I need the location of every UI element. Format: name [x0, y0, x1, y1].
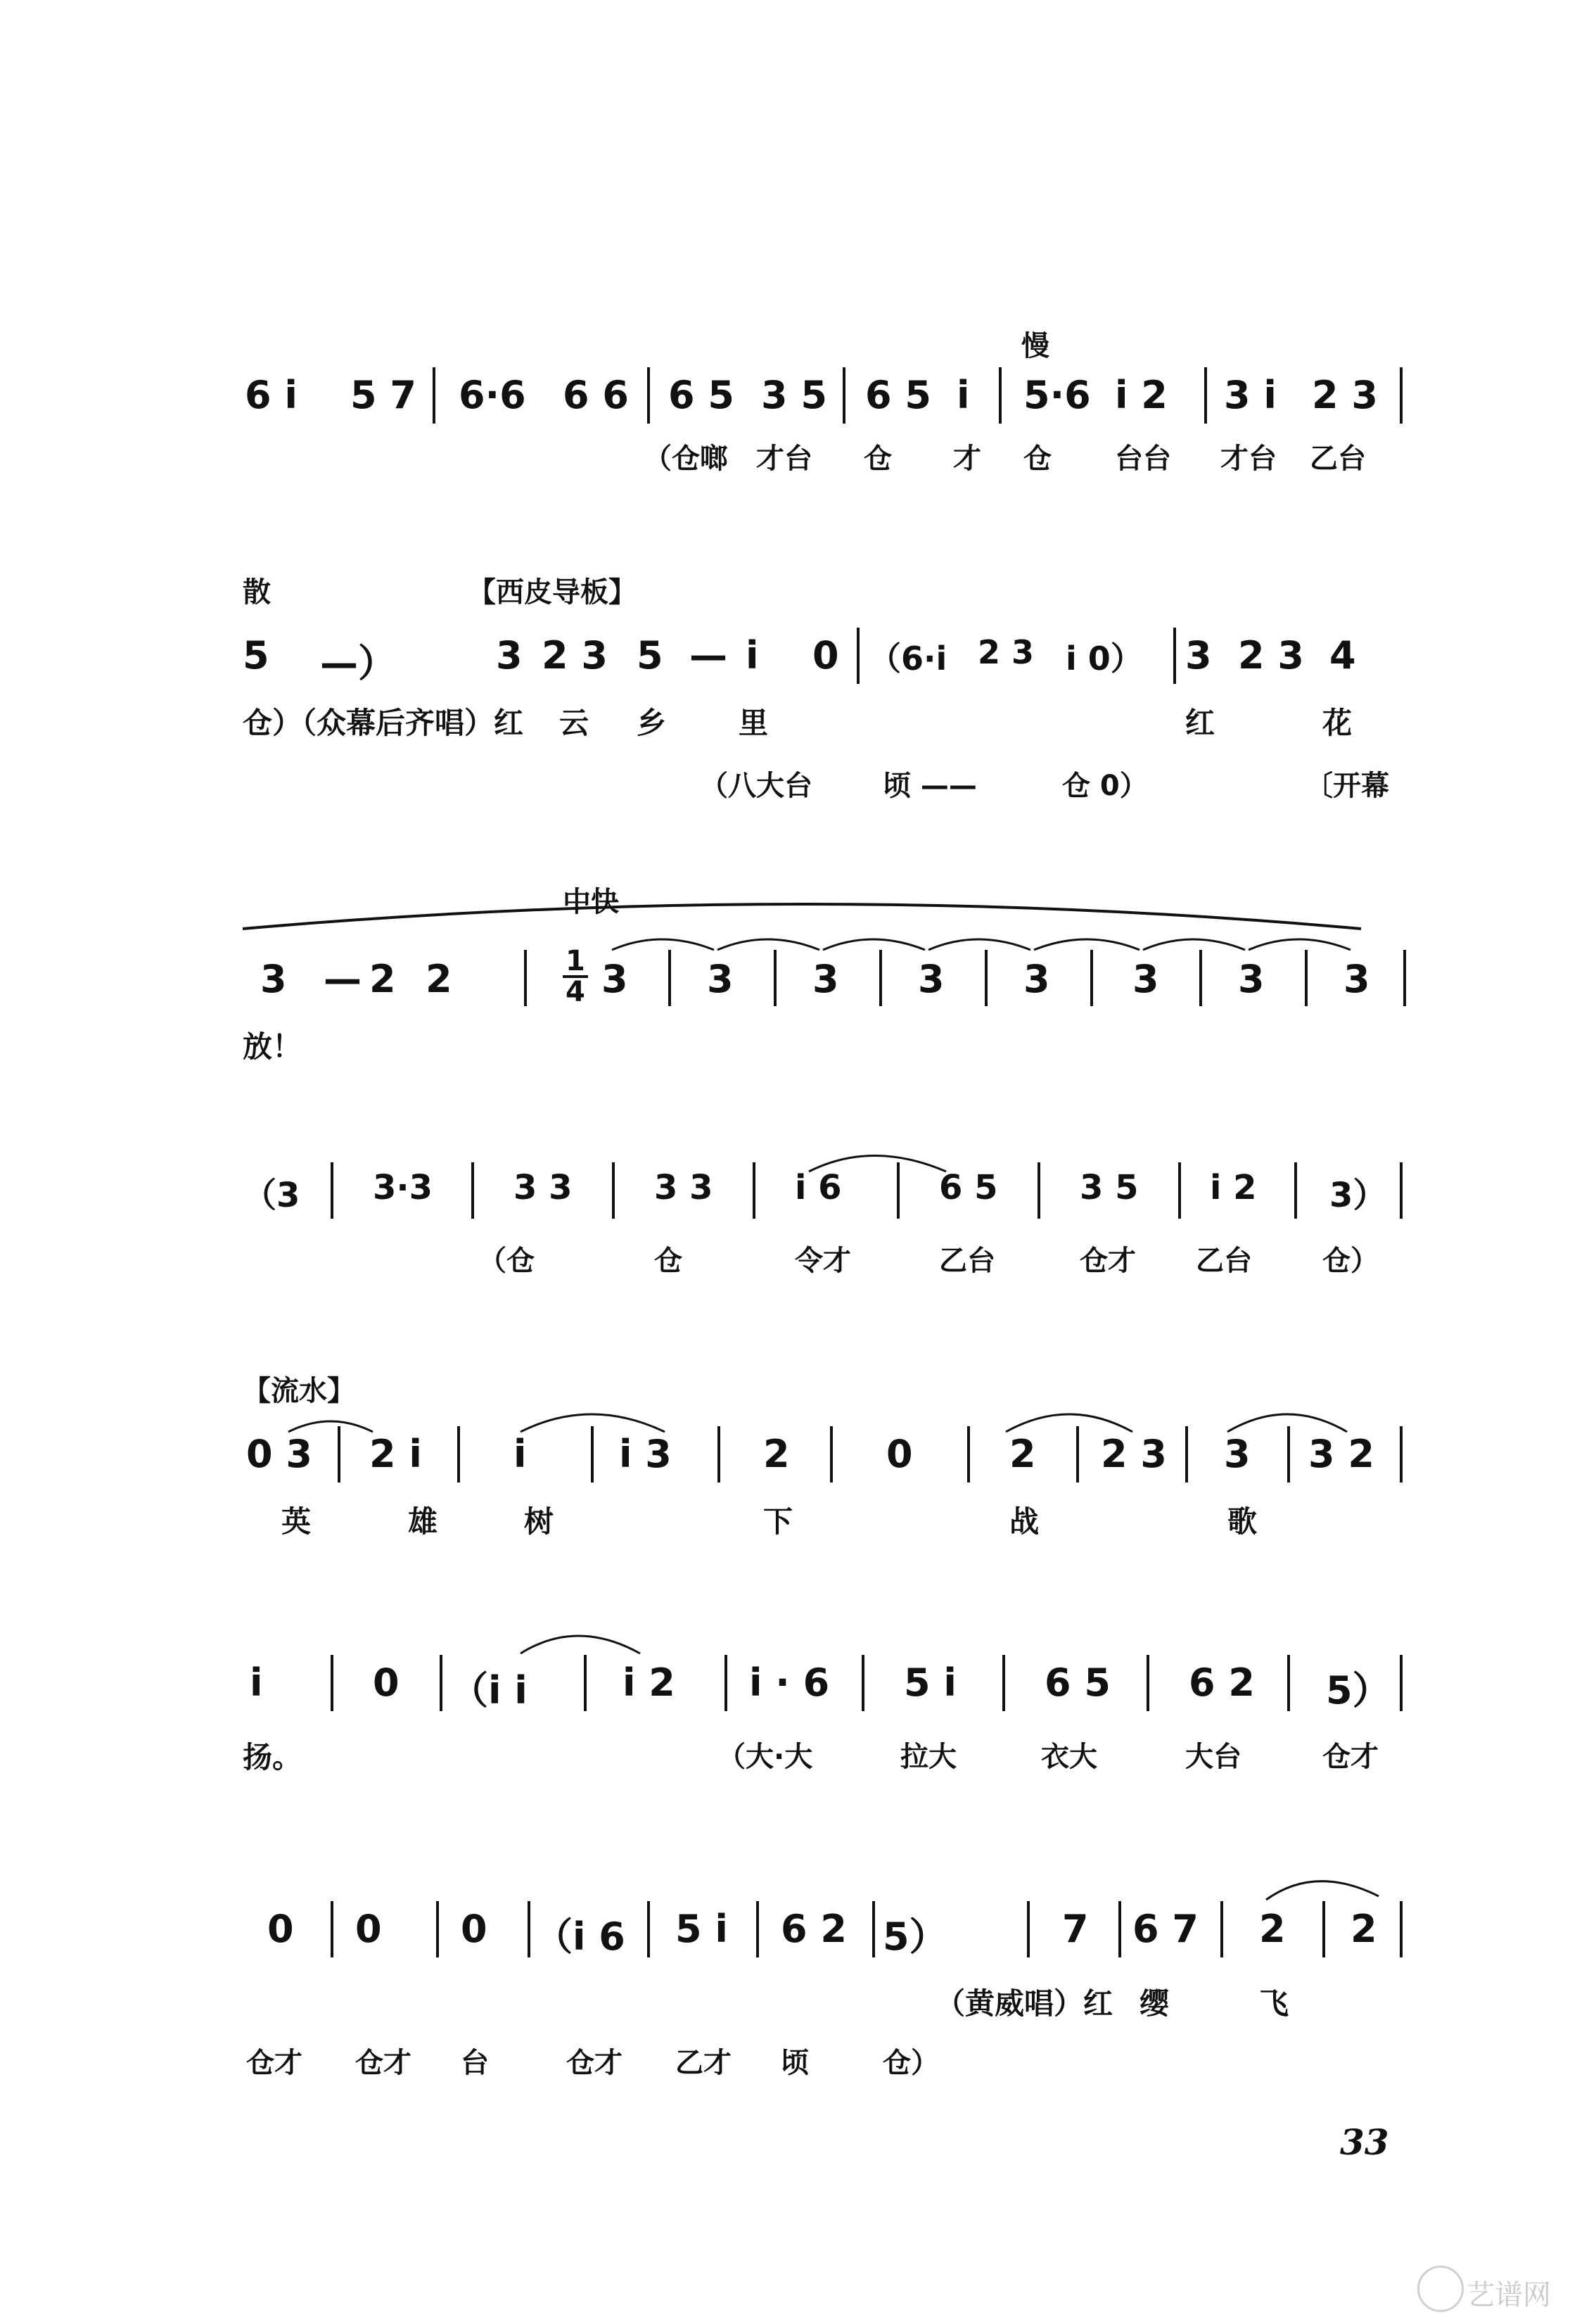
score-line-5 [0, 1369, 1596, 1558]
note-group: （3 [243, 1176, 300, 1215]
percussion-syllable: 才 [953, 443, 981, 475]
note-group: 6 2 [781, 1907, 847, 1951]
barline [528, 1901, 530, 1957]
score-line-7 [0, 1858, 1596, 2090]
note-group: 3 [812, 957, 839, 1001]
lyric-syllable: 花 [1322, 706, 1353, 740]
note-group: 7 [1062, 1907, 1089, 1951]
note-group: 6 2 [1189, 1661, 1255, 1705]
note-group: 2 [426, 957, 452, 1001]
dashed-barline [1173, 628, 1176, 684]
note-group: 6 7 [1132, 1907, 1199, 1951]
percussion-syllable: 乙台 [1196, 1245, 1252, 1277]
lyric-syllable: 雄 [408, 1504, 438, 1539]
note-group: 0 [812, 633, 839, 678]
percussion-syllable: 仓才 [355, 2047, 411, 2079]
note-group: 3 [707, 957, 734, 1001]
percussion-syllable: 乙才 [675, 2047, 732, 2079]
barline [999, 367, 1002, 424]
section-mark: 【西皮导板】 [468, 576, 637, 609]
barline [724, 1655, 727, 1711]
percussion-syllable: 大台 [1185, 1741, 1241, 1773]
note-group: 0 3 [246, 1432, 312, 1476]
barline [1147, 1655, 1149, 1711]
barline [1287, 1655, 1290, 1711]
note-group: 6 6 [563, 373, 629, 417]
dashed-barline [1287, 1426, 1290, 1482]
percussion-syllable: 台台 [1115, 443, 1171, 475]
score-line-4 [0, 1133, 1596, 1309]
barline [843, 367, 845, 424]
page-number: 33 [1340, 2121, 1389, 2163]
note-group: 2 3 [1101, 1432, 1167, 1476]
percussion-syllable: （大·大 [717, 1741, 813, 1773]
percussion-syllable: （仓 [478, 1245, 535, 1277]
note-group: 2 [1351, 1907, 1377, 1951]
dashed-barline [338, 1426, 340, 1482]
dashed-barline [897, 1162, 900, 1219]
note-group: i [250, 1661, 263, 1705]
barline [1038, 1162, 1040, 1219]
note-group: i 3 [619, 1432, 672, 1476]
barline [1400, 1426, 1403, 1482]
note-group: 2 3 [542, 633, 608, 678]
barline [457, 1426, 460, 1482]
percussion-syllable: 仓） [1322, 1245, 1379, 1277]
note-group: i 6 [795, 1168, 842, 1207]
note-group: 3 [1185, 633, 1212, 678]
note-group: 3 [260, 957, 287, 1001]
note-group: 2 3 [978, 633, 1035, 671]
note-group: 3 [918, 957, 945, 1001]
note-group: 3 [496, 633, 523, 678]
barline [1185, 1426, 1188, 1482]
note-group: — [324, 957, 362, 1001]
score-line-3 [0, 880, 1596, 1091]
note-group: 3 [601, 957, 628, 1001]
note-slurs [0, 915, 1596, 999]
note-group: 0 [373, 1661, 400, 1705]
percussion-syllable: 〔开幕 [1305, 770, 1389, 802]
time-signature-top: 1 [563, 947, 588, 978]
note-group: 5 [637, 633, 663, 678]
barline [647, 1901, 650, 1957]
section-mark: 【流水】 [243, 1375, 355, 1407]
percussion-syllable: 仓才 [1080, 1245, 1136, 1277]
note-group: i [957, 373, 970, 417]
note-group: 6 5 [1045, 1661, 1111, 1705]
note-group: 5） [1326, 1668, 1391, 1713]
note-group: i [513, 1432, 527, 1476]
note-group: 0 [461, 1907, 487, 1951]
dashed-barline [591, 1426, 594, 1482]
percussion-syllable: 乙台 [1310, 443, 1366, 475]
tempo-mark: 中快 [563, 886, 619, 918]
percussion-syllable: 令才 [795, 1245, 851, 1277]
note-group: 3·3 [373, 1168, 433, 1207]
percussion-syllable: 才台 [1220, 443, 1277, 475]
score-line-1 [0, 310, 1596, 493]
percussion-syllable: 仓才 [1322, 1741, 1379, 1773]
barline [1204, 367, 1207, 424]
barline [1027, 1901, 1030, 1957]
lyric-syllable: 缨 [1139, 1986, 1170, 2021]
percussion-syllable: 仓） [883, 2047, 939, 2079]
percussion-syllable: 仓 [654, 1245, 682, 1277]
lyric-syllable: 放！ [243, 1029, 302, 1064]
barline [717, 1426, 720, 1482]
note-group: i 2 [623, 1661, 675, 1705]
barline [584, 1655, 587, 1711]
note-group: i 0） [1066, 640, 1143, 678]
note-group: i [746, 633, 759, 678]
barline [440, 1655, 442, 1711]
dashed-barline [1076, 1426, 1079, 1482]
barline [647, 367, 650, 424]
note-group: 3 5 [1080, 1168, 1139, 1207]
barline [753, 1162, 755, 1219]
percussion-syllable: 拉大 [900, 1741, 957, 1773]
tempo-mark: 散 [243, 576, 271, 609]
note-group: 3 [1132, 957, 1159, 1001]
lyric-syllable: 下 [763, 1504, 793, 1539]
score-line-2 [0, 563, 1596, 816]
dashed-barline [471, 1162, 474, 1219]
percussion-syllable: 仓才 [246, 2047, 302, 2079]
percussion-syllable: 仓 [864, 443, 892, 475]
tempo-mark: 慢 [1021, 330, 1049, 362]
note-group: 3 i [1224, 373, 1277, 417]
lyric-syllable: 云 [559, 706, 589, 740]
barline [1002, 1655, 1005, 1711]
barline [436, 1901, 439, 1957]
barline [331, 1655, 333, 1711]
note-group: i · 6 [749, 1661, 830, 1705]
note-group: 6 5 [668, 373, 734, 417]
percussion-syllable: 乙台 [939, 1245, 995, 1277]
percussion-syllable: 仓才 [566, 2047, 623, 2079]
note-group: （i i [450, 1668, 528, 1713]
percussion-syllable: 仓 [1023, 443, 1052, 475]
dashed-barline [857, 628, 860, 684]
barline [331, 1901, 333, 1957]
note-group: 3 [1238, 957, 1265, 1001]
note-group: 3） [1329, 1176, 1387, 1215]
barline [1118, 1901, 1121, 1957]
note-group: 2 3 [1312, 373, 1378, 417]
percussion-syllable: （仓啷 [644, 443, 728, 475]
dashed-barline [830, 1426, 833, 1482]
barline [1400, 1901, 1403, 1957]
lyric-syllable: （黄威唱）红 [936, 1986, 1113, 2021]
barline [1178, 1162, 1181, 1219]
note-group: 5 7 [350, 373, 416, 417]
note-group: 2 [369, 957, 396, 1001]
time-signature-bottom: 4 [566, 976, 585, 1008]
note-group: 6·6 [459, 373, 526, 417]
barline [862, 1655, 864, 1711]
watermark-icon [1417, 2266, 1464, 2312]
lyric-syllable: 飞 [1259, 1986, 1289, 2021]
percussion-syllable: 才台 [756, 443, 812, 475]
percussion-syllable: 仓 0） [1062, 770, 1148, 802]
barline [1220, 1901, 1223, 1957]
note-group: 6 5 [939, 1168, 998, 1207]
note-group: 0 [355, 1907, 382, 1951]
note-group: 3 2 [1308, 1432, 1374, 1476]
barline [433, 367, 435, 424]
note-group: 6 5 [865, 373, 931, 417]
note-group: 6 i [245, 373, 298, 417]
lyric-syllable: 乡 [637, 706, 667, 740]
percussion-syllable: 衣大 [1041, 1741, 1097, 1773]
note-group: 2 3 [1238, 633, 1304, 678]
barline [967, 1426, 970, 1482]
note-group: 5 i [675, 1907, 728, 1951]
note-group: 3 [1343, 957, 1370, 1001]
barline [1294, 1162, 1297, 1219]
lyric-syllable: 里 [739, 706, 769, 740]
note-group: i 2 [1115, 373, 1168, 417]
note-group: 2 [763, 1432, 790, 1476]
note-group: 5 i [904, 1661, 957, 1705]
note-group: — [689, 633, 727, 678]
watermark-text: 艺谱网 [1467, 2279, 1551, 2311]
percussion-syllable: 台 [461, 2047, 489, 2079]
lyric-syllable: 扬。 [243, 1740, 302, 1774]
note-group: （i 6 [535, 1915, 625, 1959]
lyric-syllable: 英 [281, 1504, 312, 1539]
note-group: 2 [1259, 1907, 1286, 1951]
barline [1400, 1162, 1403, 1219]
lyric-syllable: 歌 [1227, 1504, 1258, 1539]
lyric-syllable: 仓）（众幕后齐唱）红 [243, 706, 524, 740]
score-line-6 [0, 1611, 1596, 1801]
note-group: —） [320, 641, 396, 685]
percussion-syllable: 顷 [781, 2047, 809, 2079]
note-group: 3 3 [654, 1168, 713, 1207]
barline [1322, 1901, 1325, 1957]
lyric-syllable: 树 [524, 1504, 554, 1539]
note-group: 3 [1023, 957, 1050, 1001]
note-group: 5 [243, 633, 269, 678]
barline [612, 1162, 615, 1219]
percussion-syllable: （八大台 [700, 770, 812, 802]
note-group: 3 [1224, 1432, 1251, 1476]
note-group: （6·i [869, 640, 947, 678]
barline [1400, 367, 1403, 424]
lyric-syllable: 红 [1185, 706, 1215, 740]
barline [872, 1901, 875, 1957]
note-group: 2 i [369, 1432, 422, 1476]
note-group: i 2 [1210, 1168, 1257, 1207]
barline [1400, 1655, 1403, 1711]
note-group: 5） [883, 1915, 947, 1959]
note-group: 3 5 [761, 373, 827, 417]
note-group: 5·6 [1023, 373, 1091, 417]
note-group: 4 [1329, 633, 1356, 678]
note-group: 3 3 [513, 1168, 573, 1207]
note-group: 0 [886, 1432, 913, 1476]
lyric-syllable: 战 [1009, 1504, 1040, 1539]
barline [756, 1901, 759, 1957]
note-group: 0 [267, 1907, 294, 1951]
barline [331, 1162, 333, 1219]
percussion-syllable: 顷 —— [883, 770, 977, 802]
note-group: 2 [1009, 1432, 1036, 1476]
